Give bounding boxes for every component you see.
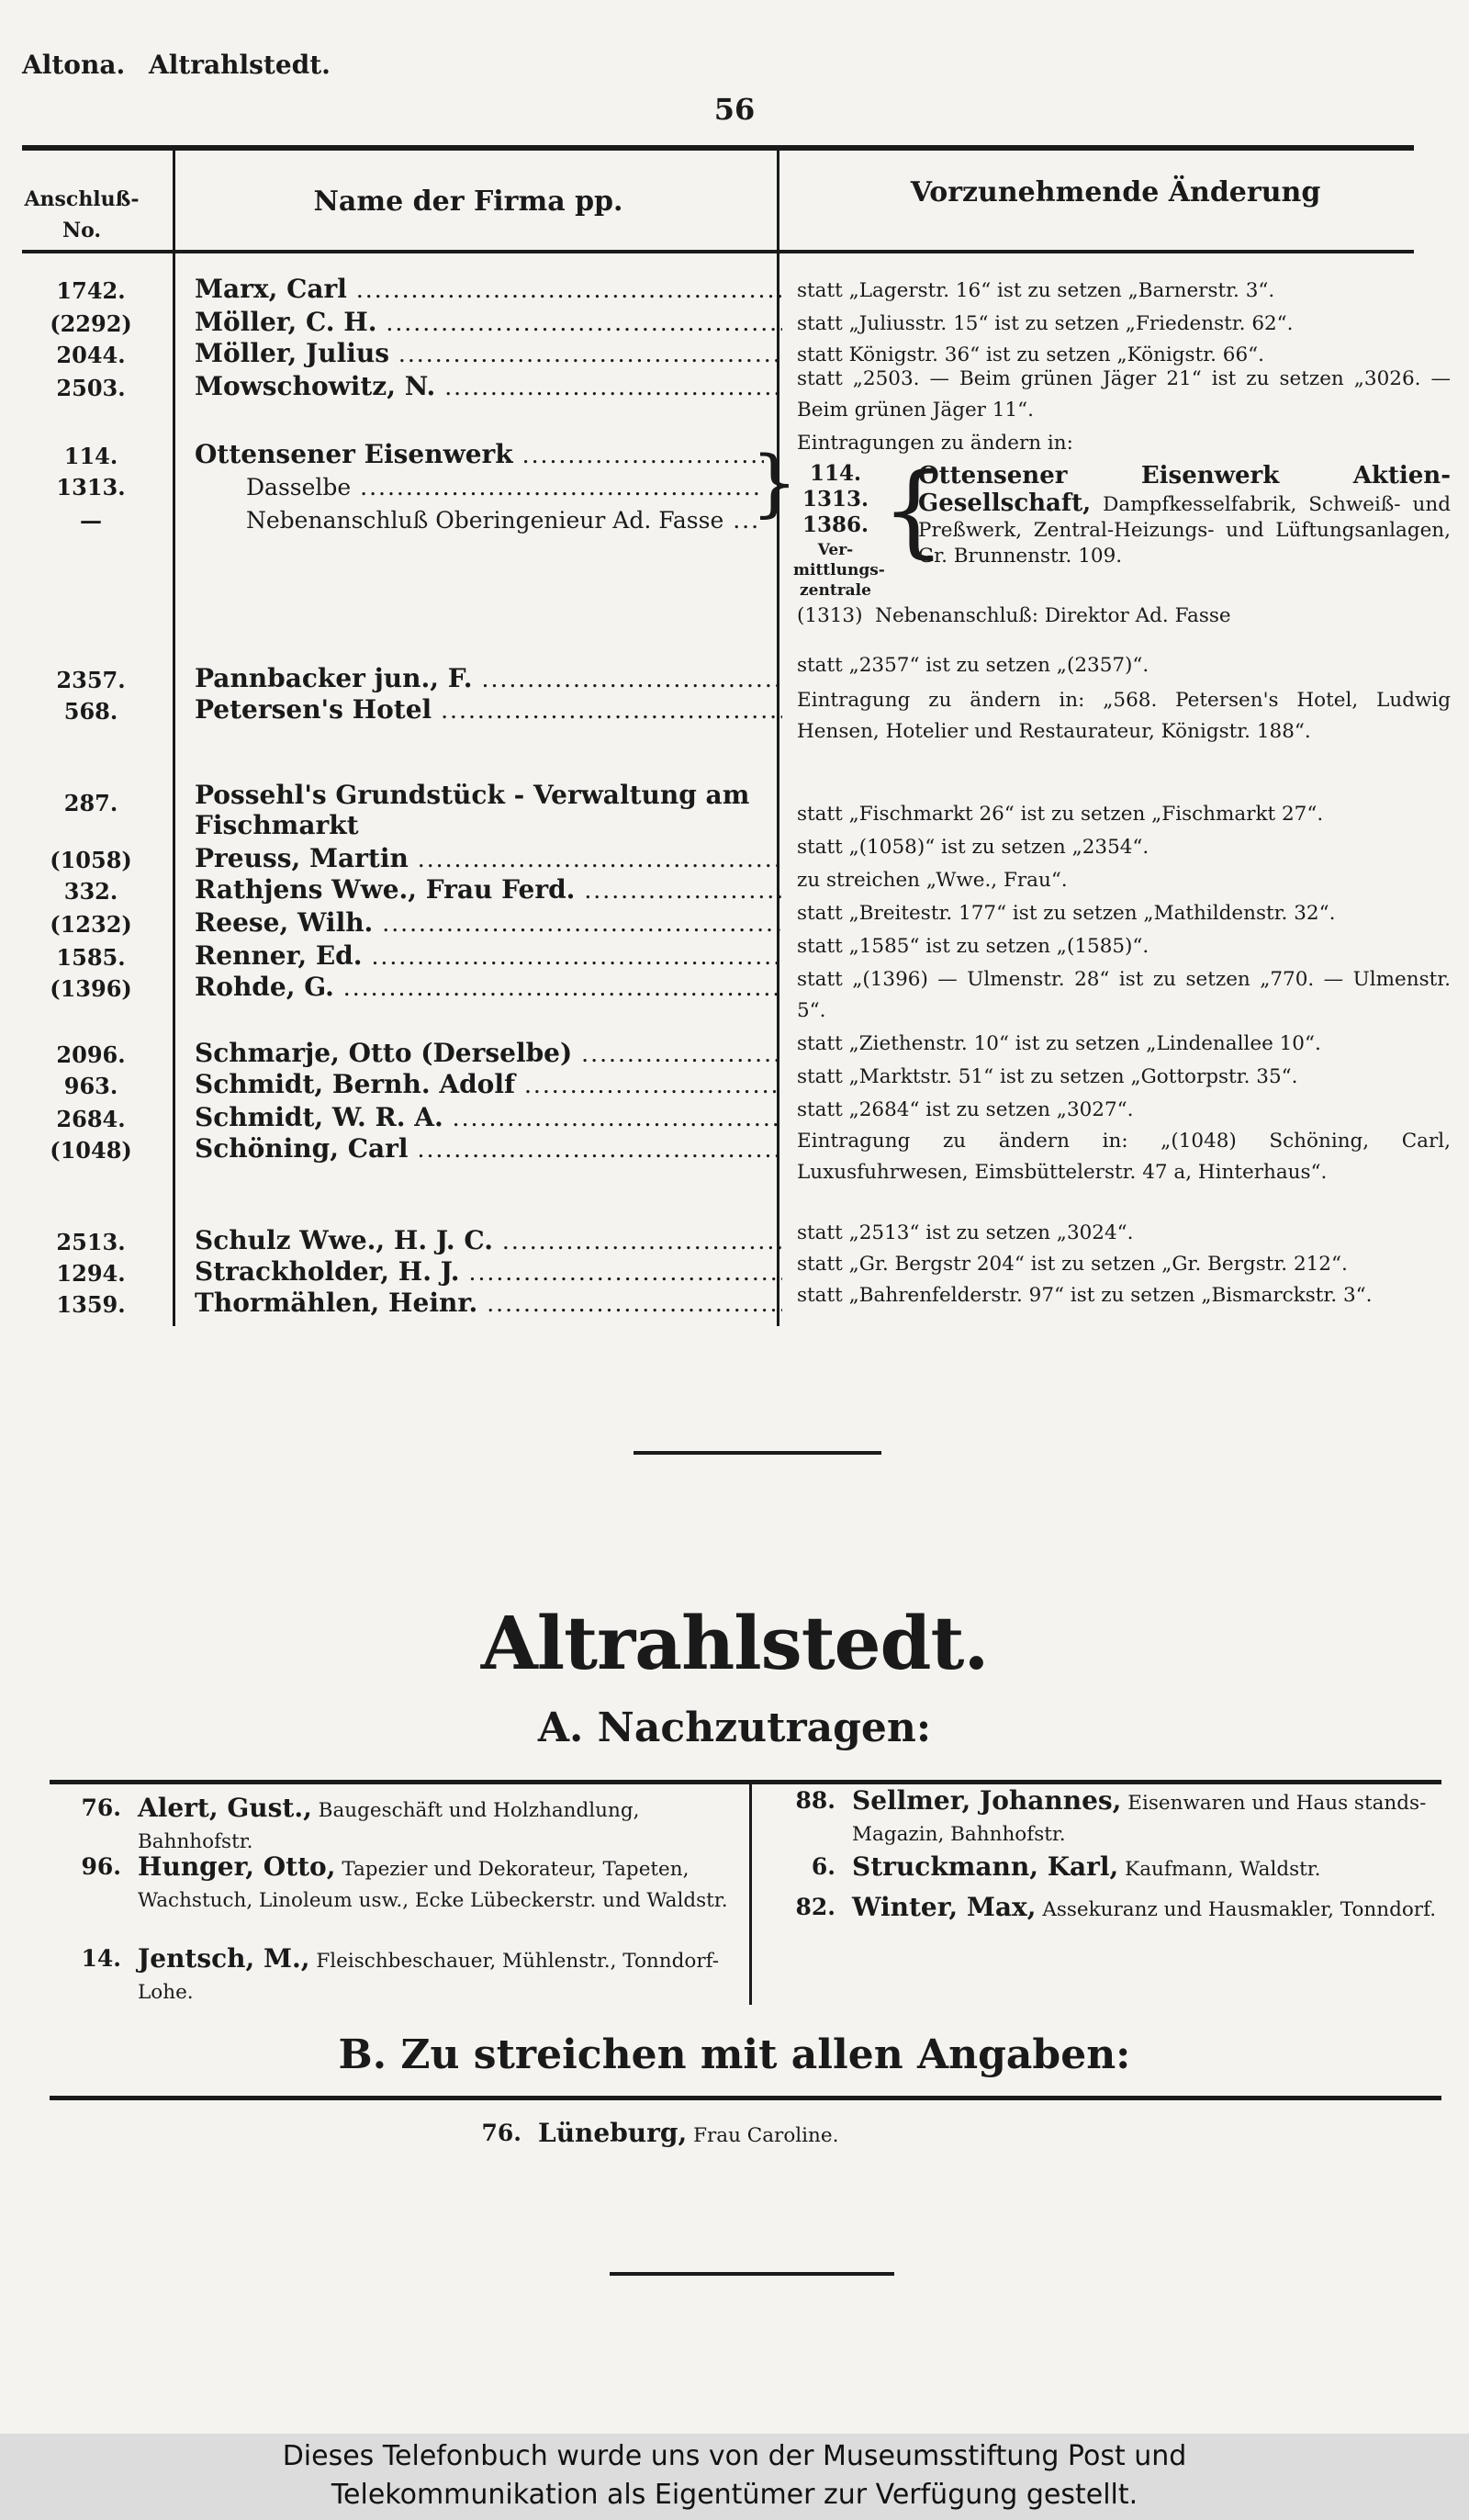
row-number: 1294.	[56, 1260, 126, 1287]
row-number: 2684.	[56, 1106, 126, 1132]
row-number: 287.	[63, 790, 118, 816]
row-number: 2357.	[56, 667, 126, 693]
brace: }	[751, 440, 798, 525]
closing-rule	[610, 2272, 894, 2276]
row-change: statt „2513“ ist zu setzen „3024“.	[797, 1221, 1134, 1244]
row-number: 568.	[63, 698, 118, 725]
row-name: Strackholder, H. J. .....	[195, 1256, 782, 1287]
header-city: Altona.	[22, 50, 126, 80]
row-name: Schöning, Carl .....	[195, 1133, 782, 1164]
column-header-name: Name der Firma pp.	[313, 186, 623, 218]
brace: {	[881, 451, 946, 568]
row-name: Ottensener Eisenwerk .....	[195, 439, 764, 469]
row-number: 2044.	[56, 342, 126, 368]
ottensen-number: 1386.	[802, 512, 869, 537]
row-change: statt „1585“ ist zu setzen „(1585)“.	[797, 935, 1149, 958]
row-name: Schmidt, Bernh. Adolf .....	[195, 1069, 782, 1099]
row-number: (1058)	[50, 847, 132, 873]
row-number: —	[80, 507, 102, 534]
row-change: Eintragung zu ändern in: „568. Petersen's Hotel, Ludwig Hensen, Hotelier und Restaurateur, Königstr. 188“.	[797, 689, 1451, 743]
row-change: statt „2503. — Beim grünen Jäger 21“ ist zu setzen „3026. — Beim grünen Jäger 11“.	[797, 367, 1451, 422]
row-number: 1359.	[56, 1291, 126, 1318]
row-name: Renner, Ed. .....	[195, 940, 782, 971]
row-name: Rathjens Wwe., Frau Ferd. .....	[195, 874, 782, 905]
row-name: Schulz Wwe., H. J. C. .....	[195, 1225, 782, 1255]
row-change: statt „(1396) — Ulmenstr. 28“ ist zu setzen „770. — Ulmenstr. 5“.	[797, 968, 1451, 1022]
section-title: Altrahlstedt.	[480, 1600, 989, 1686]
row-change: statt „Juliusstr. 15“ ist zu setzen „Friedenstr. 62“.	[797, 312, 1294, 335]
row-number: (1232)	[50, 911, 132, 938]
section-a-rule	[50, 1780, 1441, 1784]
row-number: 2503.	[56, 375, 126, 401]
row-name: Reese, Wilh. .....	[195, 907, 782, 938]
row-number: 332.	[63, 878, 118, 905]
table-top-rule	[22, 145, 1414, 151]
ottensen-entry: Ottensener Eisenwerk Aktien-Gesellschaft, Dampfkesselfabrik, Schweiß- und Preßwerk, Zentral-Heizungs- und Lüftungsanlagen, Gr. Brunnenstr. 109.	[918, 462, 1451, 568]
row-change: statt „Ziethenstr. 10“ ist zu setzen „Lindenallee 10“.	[797, 1032, 1321, 1055]
row-change: statt „Marktstr. 51“ ist zu setzen „Gottorpstr. 35“.	[797, 1065, 1298, 1088]
row-number: 1585.	[56, 944, 126, 971]
section-b-rule	[50, 2096, 1441, 2100]
row-name: Nebenanschluß Oberingenieur Ad. Fasse .....	[246, 507, 760, 534]
column-header-number: Anschluß- No.	[24, 187, 140, 242]
row-number: (1048)	[50, 1137, 132, 1164]
row-change: statt Königstr. 36“ ist zu setzen „Königstr. 66“.	[797, 343, 1264, 366]
row-name: Thormählen, Heinr. .....	[195, 1288, 782, 1318]
row-number: 2513.	[56, 1229, 126, 1255]
row-name: Rohde, G. .....	[195, 972, 782, 1002]
row-number: 963.	[63, 1073, 118, 1099]
row-number: (1396)	[50, 975, 132, 1002]
row-name: Pannbacker jun., F. .....	[195, 663, 782, 693]
footer-notice: Dieses Telefonbuch wurde uns von der Museumsstiftung Post und Telekommunikation als Eigentümer zur Verfügung gestellt.	[0, 2434, 1469, 2520]
row-change: statt „Bahrenfelderstr. 97“ ist zu setzen „Bismarckstr. 3“.	[797, 1284, 1373, 1307]
row-name: Möller, C. H. .....	[195, 307, 782, 337]
directory-page: Altona. Altrahlstedt. 56 Anschluß- No. Name der Firma pp. Vorzunehmende Änderung 1742. Marx, Carl ..... statt „Lagerstr. 16“ ist zu setzen „Barnerstr. 3“. (2292) Möller, C. H. ..... statt „Juliusstr. 15“ ist zu setzen „Friedenstr. 62“. 2044. Möller, Julius ..... statt Königstr. 36“ ist zu setzen „Königstr. 66“. 2503. Mowschowitz, N. ..... statt „2503. — Beim grünen Jäger 21“ ist zu setzen „3026. — Beim grünen Jäger 11“. 114. Ottensener Eisenwerk ..... 1313. Dasselbe ..... — Nebenanschluß Oberingenieur Ad. Fasse ..... } Eintragungen zu ändern in: 114. 1313. 1386. Ver-mittlungs-zentrale { Ottensener Eisenwerk Aktien-Gesellschaft, Dampfkesselfabrik, Schweiß- und Preßwerk, Zentral-Heizungs- und Lüftungsanlagen, Gr. Brunnenstr. 109. (1313) Nebenanschluß: Direktor Ad. Fasse 2357. Pannbacker jun., F. ..... statt „2357“ ist zu setzen „(2357)“. 568. Petersen's Hotel ..... Eintragung zu ändern in: „568. Petersen's Hotel, Ludwig Hensen, Hotelier und Restaurateur, Königstr. 188“. 287. Possehl's Grundstück - Verwaltung am Fischmarkt statt „Fischmarkt 26“ ist zu setzen „Fischmarkt 27“. (1058) Preuss, Martin ..... statt „(1058)“ ist zu setzen „2354“. 332. Rathjens Wwe., Frau Ferd. ..... zu streichen „Wwe., Frau“. (1232) Reese, Wilh. ..... statt „Breitestr. 177“ ist zu setzen „Mathildenstr. 32“. 1585. Renner, Ed. ..... statt „1585“ ist zu setzen „(1585)“. (1396) Rohde, G. ..... statt „(1396) — Ulmenstr. 28“ ist zu setzen „770. — Ulmenstr. 5“. 2096. Schmarje, Otto (Derselbe) ..... statt „Ziethenstr. 10“ ist zu setzen „Lindenallee 10“. 963. Schmidt, Bernh. Adolf ..... statt „Marktstr. 51“ ist zu setzen „Gottorpstr. 35“. 2684. Schmidt, W. R. A. ..... statt „2684“ ist zu setzen „3027“. (1048) Schöning, Carl ..... Eintragung zu ändern in: „(1048) Schöning, Carl, Luxusfuhrwesen, Eimsbüttelerstr. 47 a, Hinterhaus“. 2513. Schulz Wwe., H. J. C. ..... statt „2513“ ist zu setzen „3024“. 1294. Strackholder, H. J. ..... statt „Gr. Bergstr 204“ ist zu setzen „Gr. Bergstr. 212“. 1359. Thormählen, Heinr. ..... statt „Bahrenfelderstr. 97“ ist zu setzen „Bismarckstr. 3“. Altrahlstedt. A. Nachzutragen: 76. Alert, Gust., Baugeschäft und Holzhandlung, Bahnhofstr. 96. Hunger, Otto, Tapezier und Dekorateur, Tapeten, Wachstuch, Linoleum usw., Ecke Lübeckerstr. und Waldstr. 14. Jentsch, M., Fleischbeschauer, Mühlenstr., Tonndorf-Lohe. 88. Sellmer, Johannes, Eisenwaren und Haus stands-Magazin, Bahnhofstr. 6. Struckmann, Karl, Kaufmann, Waldstr. 82. Winter, Max, Assekuranz und Hausmakler, Tonndorf. B. Zu streichen mit allen Angaben: 76. Lüneburg, Frau Caroline.	[0, 0, 1469, 2434]
column-divider-1	[173, 151, 175, 1326]
row-change: zu streichen „Wwe., Frau“.	[797, 869, 1068, 892]
row-number: 1742.	[56, 277, 126, 304]
separator-rule	[634, 1451, 881, 1455]
row-change: statt „Gr. Bergstr 204“ ist zu setzen „Gr. Bergstr. 212“.	[797, 1253, 1348, 1276]
row-number: 1313.	[56, 474, 126, 501]
row-change: statt „Breitestr. 177“ ist zu setzen „Mathildenstr. 32“.	[797, 902, 1336, 925]
section-b-title: B. Zu streichen mit allen Angaben:	[338, 2031, 1131, 2078]
page-number: 56	[713, 92, 756, 127]
row-name: Schmidt, W. R. A. .....	[195, 1102, 782, 1132]
ottensen-nebenanschluss: (1313) Nebenanschluß: Direktor Ad. Fasse	[797, 604, 1231, 627]
row-change: statt „Lagerstr. 16“ ist zu setzen „Barnerstr. 3“.	[797, 279, 1275, 302]
ottensen-number: 1313.	[802, 487, 869, 512]
row-name: Mowschowitz, N. .....	[195, 371, 782, 401]
header-section: Altrahlstedt.	[148, 50, 331, 80]
row-change: statt „Fischmarkt 26“ ist zu setzen „Fischmarkt 27“.	[797, 803, 1324, 826]
row-number: 2096.	[56, 1041, 126, 1068]
running-header	[22, 50, 345, 80]
row-name: Möller, Julius .....	[195, 338, 782, 368]
section-a-title: A. Nachzutragen:	[537, 1704, 932, 1751]
row-change: Eintragungen zu ändern in:	[797, 432, 1073, 455]
ottensen-number: 114.	[809, 461, 862, 486]
row-change: statt „2357“ ist zu setzen „(2357)“.	[797, 654, 1149, 677]
row-name: Preuss, Martin .....	[195, 843, 782, 873]
column-header-change: Vorzunehmende Änderung	[910, 176, 1321, 208]
row-number: (2292)	[50, 310, 132, 337]
row-name: Schmarje, Otto (Derselbe) .....	[195, 1038, 782, 1068]
row-change: statt „2684“ ist zu setzen „3027“.	[797, 1098, 1134, 1121]
row-name: Marx, Carl .....	[195, 274, 782, 304]
row-name: Possehl's Grundstück - Verwaltung am Fischmarkt	[195, 781, 750, 840]
row-name: Petersen's Hotel .....	[195, 694, 782, 725]
row-change: Eintragung zu ändern in: „(1048) Schöning, Carl, Luxusfuhrwesen, Eimsbüttelerstr. 47 a, Hinterhaus“.	[797, 1130, 1451, 1184]
row-name: Dasselbe .....	[246, 474, 760, 501]
table-head-rule	[22, 250, 1414, 253]
row-number: 114.	[63, 443, 118, 469]
vermittlungszentrale-label: Ver-mittlungs-zentrale	[793, 541, 885, 600]
row-change: statt „(1058)“ ist zu setzen „2354“.	[797, 836, 1149, 859]
